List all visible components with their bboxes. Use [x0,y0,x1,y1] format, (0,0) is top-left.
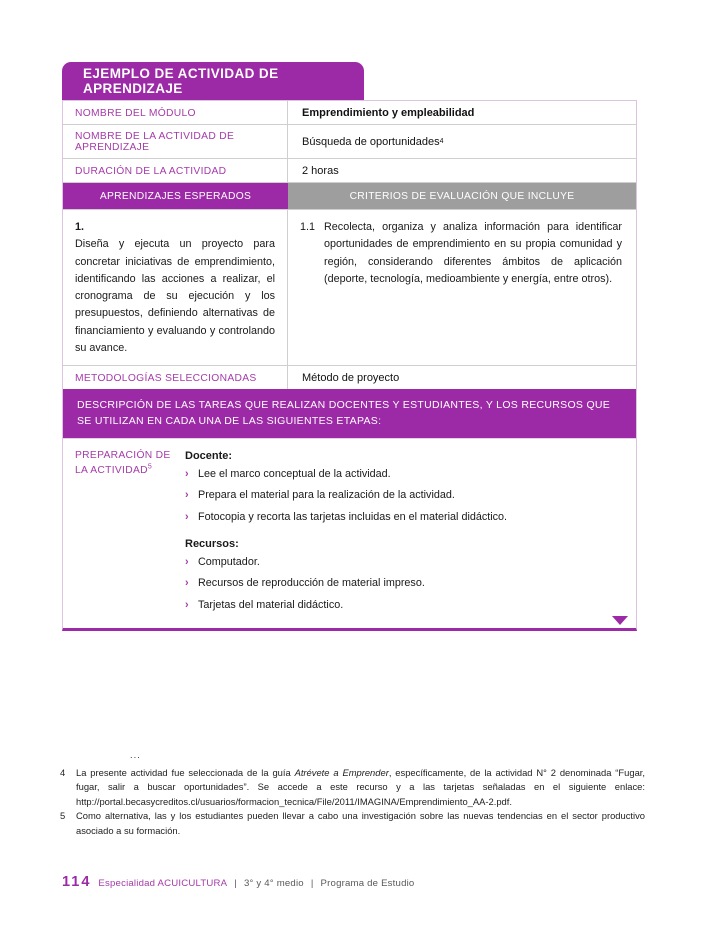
preparation-stage-text: PREPARACIÓN DE LA ACTIVIDAD [75,449,171,477]
activity-example-title-text: EJEMPLO DE ACTIVIDAD DE APRENDIZAJE [83,66,279,96]
preparation-content [179,439,636,628]
table-row-activity-name [63,124,636,158]
activity-name-label: NOMBRE DE LA ACTIVIDAD DE APRENDIZAJE [63,125,288,158]
activity-name-text: Búsqueda de oportunidades [302,136,440,148]
bullet-icon: › [185,598,189,611]
table-row-duration [63,158,636,182]
preparation-stage-label [63,439,179,628]
module-name-value: Emprendimiento y empleabilidad [302,107,475,119]
page-footer [62,874,414,890]
footnote-number: 4 [60,766,66,778]
resources-list [185,555,622,614]
footnote-ref-5: 5 [147,463,153,471]
tasks-description-header: DESCRIPCIÓN DE LAS TAREAS QUE REALIZAN DOCENTES Y ESTUDIANTES, Y LOS RECURSOS QUE SE UTILIZAN EN CADA UNA DE LAS SIGUIENTES ETAPAS: [63,389,636,438]
teacher-task-list [185,467,622,526]
table-row-preparation [63,438,636,628]
activity-table [62,100,637,631]
page-number: 114 [62,874,92,890]
footnote-4-post: , específicamente, de la actividad N° 2 denominada “Fugar, fugar, salir a buscar oportunidades”. Se accede a este recurso y a las tarjetas señaladas en el siguiente enlace: http://portal.becasycreditos.cl/usuarios/formacion_tecnica/File/2011/IMAGINA/Emprendimiento_AA-2.pdf. [76,766,646,807]
criterion-number: 1.1 [300,221,316,233]
footnote-text [76,766,645,810]
list-item [185,555,622,571]
list-item [185,598,622,614]
footer-grade: 3° y 4° medio [243,878,304,889]
bullet-icon: › [185,510,189,523]
teacher-task-text: Fotocopia y recorta las tarjetas incluidas en el material didáctico. [198,510,508,523]
footnote-5 [60,809,645,838]
table-row-methodology [63,365,636,389]
evaluation-criteria-header: CRITERIOS DE EVALUACIÓN QUE INCLUYE [288,183,636,209]
expected-learnings-header: APRENDIZAJES ESPERADOS [63,183,288,209]
list-item [185,510,622,526]
footnote-4 [60,766,645,810]
activity-example-title [62,62,364,100]
methodology-label: METODOLOGÍAS SELECCIONADAS [63,366,288,389]
footnote-text: Como alternativa, las y los estudiantes pueden llevar a cabo una investigación sobre las nuevas tendencias en el sector productivo asociado a su formación. [76,810,645,836]
criterion-text: Recolecta, organiza y analiza información para identificar oportunidades de emprendimiento en su propia comunidad y región, considerando diferentes ámbitos de aplicación (deporte, tecnología, medioambiente y energía, entre otros). [324,221,622,285]
bullet-icon: › [185,467,189,480]
table-row-module-name [63,101,636,124]
evaluation-criterion-cell [288,210,636,365]
footnote-number: 5 [60,810,66,822]
teacher-task-text: Lee el marco conceptual de la actividad. [198,467,391,480]
resources-heading: Recursos: [185,537,239,550]
module-name-label: NOMBRE DEL MÓDULO [63,101,288,124]
list-item [185,488,622,504]
footnote-4-pre: La presente actividad fue seleccionada de la guía [76,766,295,778]
footnote-4-guide-title: Atrévete a Emprender [294,766,389,778]
activity-name-value: Búsqueda de oportunidades 4 [302,136,444,148]
resource-text: Tarjetas del material didáctico. [198,598,344,611]
continuation-arrow-icon [612,616,628,625]
duration-label: DURACIÓN DE LA ACTIVIDAD [63,159,288,182]
bullet-icon: › [185,489,189,502]
table-row-learning-header [63,182,636,209]
objective-text: Diseña y ejecuta un proyecto para concretar iniciativas de emprendimiento, identificando las acciones a realizar, el cronograma de su ejecución y los presupuestos, definiendo alternativas de financiamiento y evaluando y controlando su avance. [75,238,275,354]
teacher-task-text: Prepara el material para la realización de la actividad. [198,489,455,502]
list-item [185,576,622,592]
bullet-icon: › [185,577,189,590]
footnote-separator: ... [130,749,141,760]
duration-value: 2 horas [302,165,339,177]
footer-program: Programa de Estudio [320,878,415,889]
bullet-icon: › [185,555,189,568]
footer-specialty: Especialidad ACUICULTURA [98,878,228,889]
teacher-heading: Docente: [185,449,233,462]
resource-text: Computador. [198,555,260,568]
list-item [185,467,622,483]
footnotes-section [60,748,645,838]
footer-separator: | [310,878,314,889]
methodology-value: Método de proyecto [302,372,400,385]
table-row-objective-criteria [63,209,636,365]
objective-number: 1. [75,221,85,233]
resource-text: Recursos de reproducción de material impreso. [198,577,425,590]
footer-separator: | [234,878,237,889]
expected-learning-cell [63,210,288,365]
